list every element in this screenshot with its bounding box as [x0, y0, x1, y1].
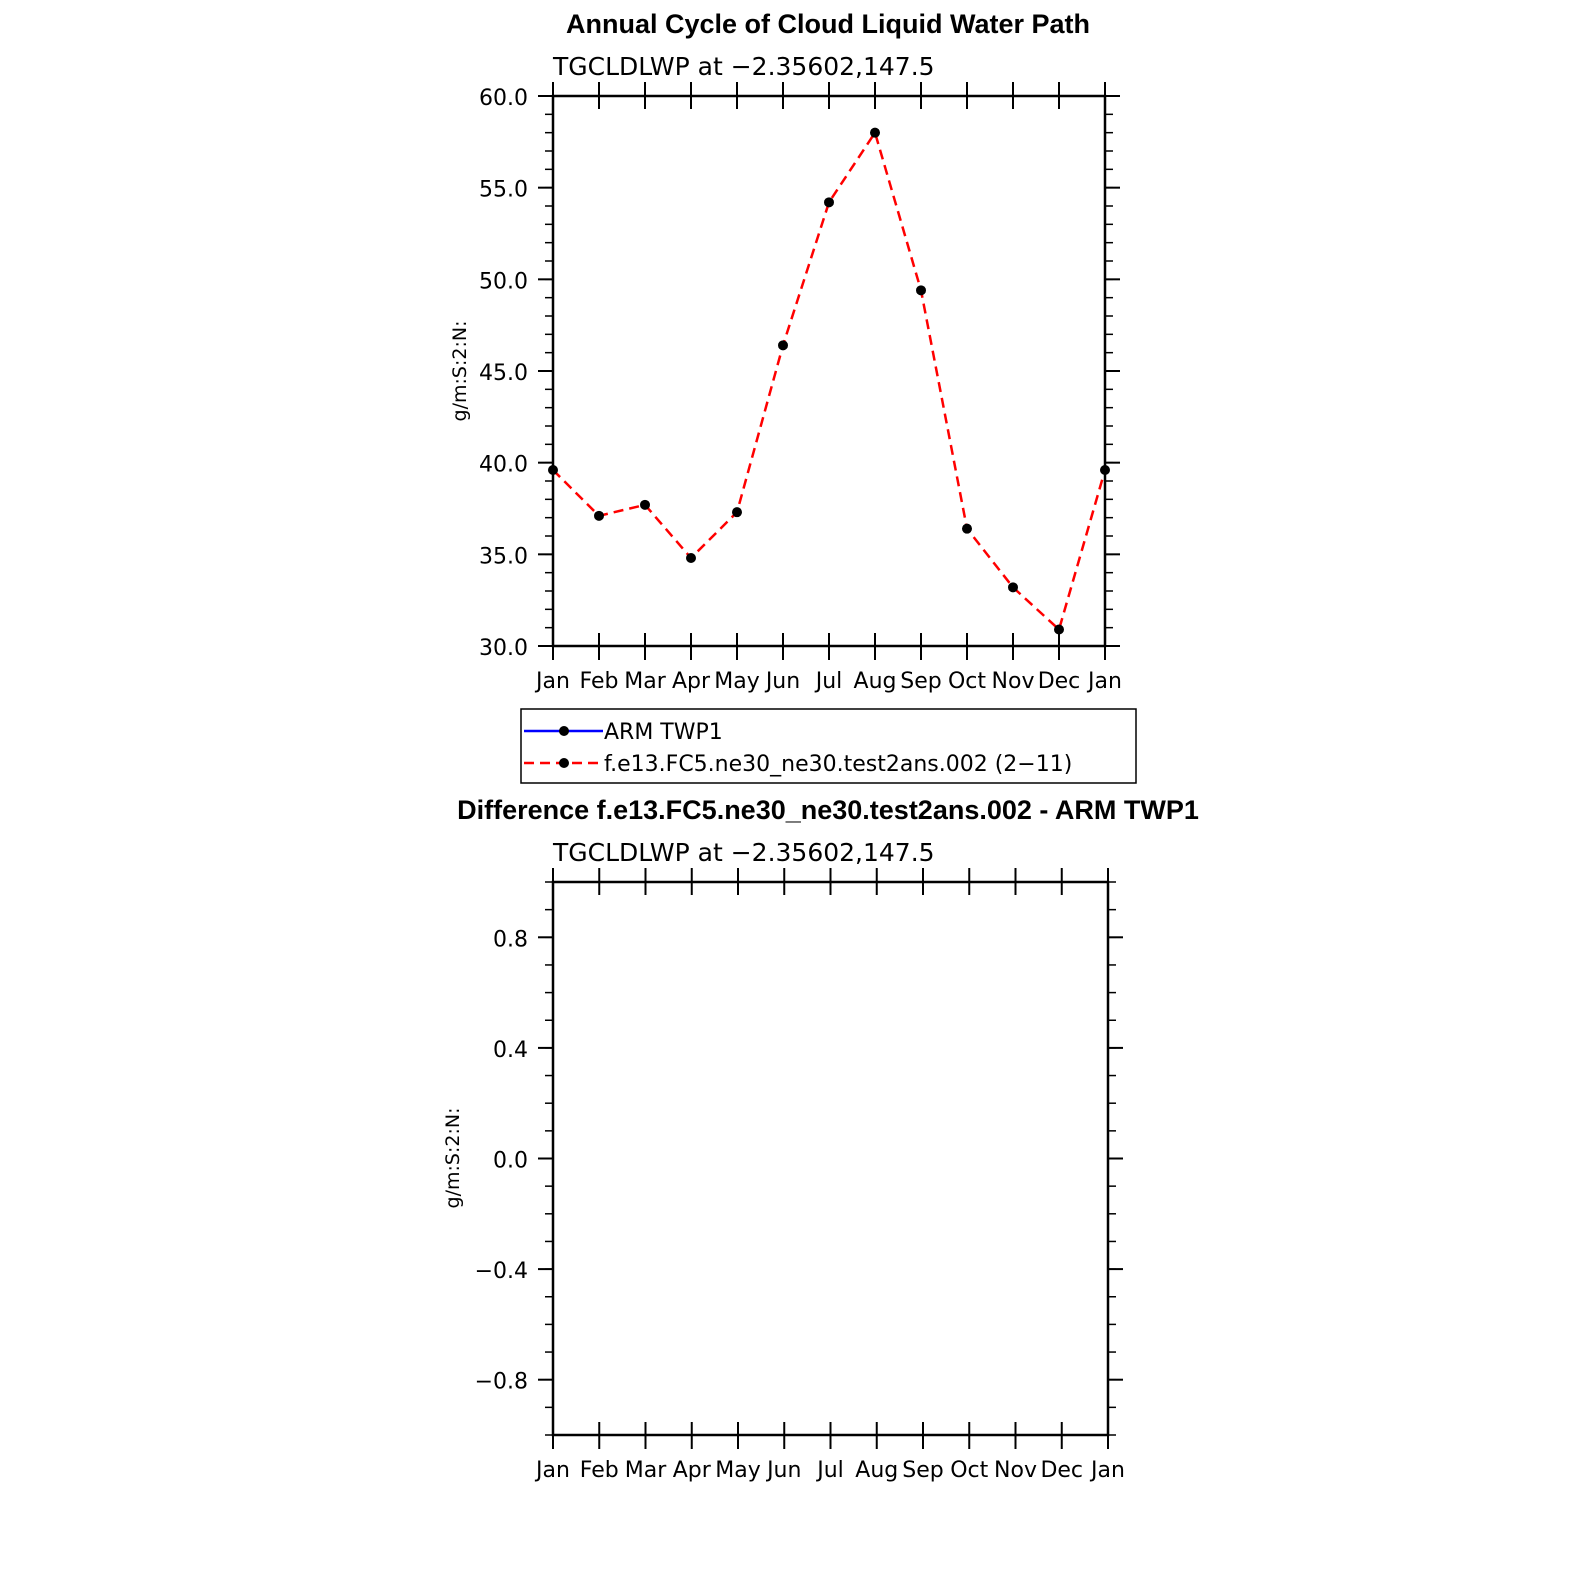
data-point — [916, 285, 926, 295]
x-tick-label: Aug — [853, 669, 897, 694]
legend-label-model: f.e13.FC5.ne30_ne30.test2ans.002 (2−11) — [604, 752, 1073, 777]
y-tick-label: 60.0 — [479, 86, 528, 111]
data-point — [732, 507, 742, 517]
data-point — [962, 524, 972, 534]
y-tick-label: 35.0 — [479, 544, 528, 570]
data-point — [686, 553, 696, 563]
chart-title: Annual Cycle of Cloud Liquid Water Path — [565, 9, 1091, 39]
x-tick-labels — [534, 1458, 1125, 1483]
x-tick-label: Apr — [671, 669, 711, 694]
y-axis-label: g/m:S:2:N: — [442, 1107, 464, 1209]
plot-frame — [553, 96, 1105, 646]
data-point — [1054, 625, 1064, 635]
difference-panel — [442, 795, 1199, 1483]
y-tick-label: 45.0 — [479, 361, 528, 386]
legend-marker-model — [559, 758, 569, 768]
x-tick-label: Jun — [765, 669, 801, 694]
axis-ticks — [538, 868, 1123, 1449]
y-tick-label: 0.4 — [493, 1037, 528, 1063]
annual-cycle-panel — [449, 9, 1122, 694]
data-point — [778, 340, 788, 350]
x-tick-label: Jan — [536, 1458, 570, 1483]
x-tick-label: Feb — [579, 669, 619, 694]
chart-subtitle: TGCLDLWP at −2.35602,147.5 — [553, 52, 935, 81]
x-tick-label: Jul — [817, 1458, 844, 1483]
legend — [521, 709, 1136, 783]
y-tick-label: 0.0 — [493, 1148, 528, 1174]
x-tick-label: Feb — [579, 1458, 619, 1483]
series-layer — [548, 128, 1110, 635]
y-tick-label: 30.0 — [479, 636, 528, 661]
y-tick-labels — [479, 86, 528, 661]
data-point — [640, 500, 650, 510]
x-tick-label: Nov — [991, 669, 1035, 694]
y-axis-label: g/m:S:2:N: — [449, 320, 471, 422]
x-tick-label: Sep — [900, 669, 942, 694]
x-tick-label: Jan — [1088, 669, 1122, 694]
x-tick-label: May — [715, 1458, 761, 1483]
y-tick-label: 0.8 — [493, 927, 528, 953]
x-tick-label: Aug — [855, 1458, 899, 1483]
x-tick-label: Jun — [767, 1458, 802, 1483]
x-tick-label: Sep — [902, 1458, 944, 1483]
x-tick-label: Oct — [947, 669, 987, 694]
x-tick-label: Jan — [536, 669, 570, 694]
axis-ticks — [538, 82, 1120, 660]
data-point — [594, 511, 604, 521]
data-point — [870, 128, 880, 138]
y-tick-label: 40.0 — [479, 452, 528, 478]
x-tick-label: Dec — [1037, 669, 1081, 694]
x-tick-label: Jul — [815, 669, 843, 694]
x-tick-label: Mar — [624, 1458, 667, 1483]
y-tick-label: −0.8 — [474, 1369, 528, 1395]
y-tick-labels — [475, 927, 528, 1394]
difference-plot-frame — [553, 882, 1108, 1435]
x-tick-label: Jan — [1091, 1458, 1125, 1483]
x-tick-label: Oct — [950, 1458, 989, 1483]
x-tick-labels — [534, 669, 1122, 694]
x-tick-label: Dec — [1040, 1458, 1084, 1483]
y-tick-label: 50.0 — [479, 269, 528, 295]
x-tick-label: Nov — [994, 1458, 1037, 1483]
x-tick-label: Mar — [624, 669, 666, 694]
legend-label-arm: ARM TWP1 — [604, 720, 723, 745]
y-tick-label: −0.4 — [474, 1259, 528, 1285]
difference-subtitle: TGCLDLWP at −2.35602,147.5 — [553, 838, 935, 867]
data-point — [824, 197, 834, 207]
legend-marker-arm — [559, 726, 569, 736]
x-tick-label: Apr — [672, 1458, 711, 1483]
y-tick-label: 55.0 — [479, 177, 528, 203]
data-point — [1008, 582, 1018, 592]
data-point — [548, 465, 558, 475]
x-tick-label: May — [714, 669, 760, 694]
difference-title: Difference f.e13.FC5.ne30_ne30.test2ans.002 - ARM TWP1 — [457, 795, 1199, 825]
data-point — [1100, 465, 1110, 475]
